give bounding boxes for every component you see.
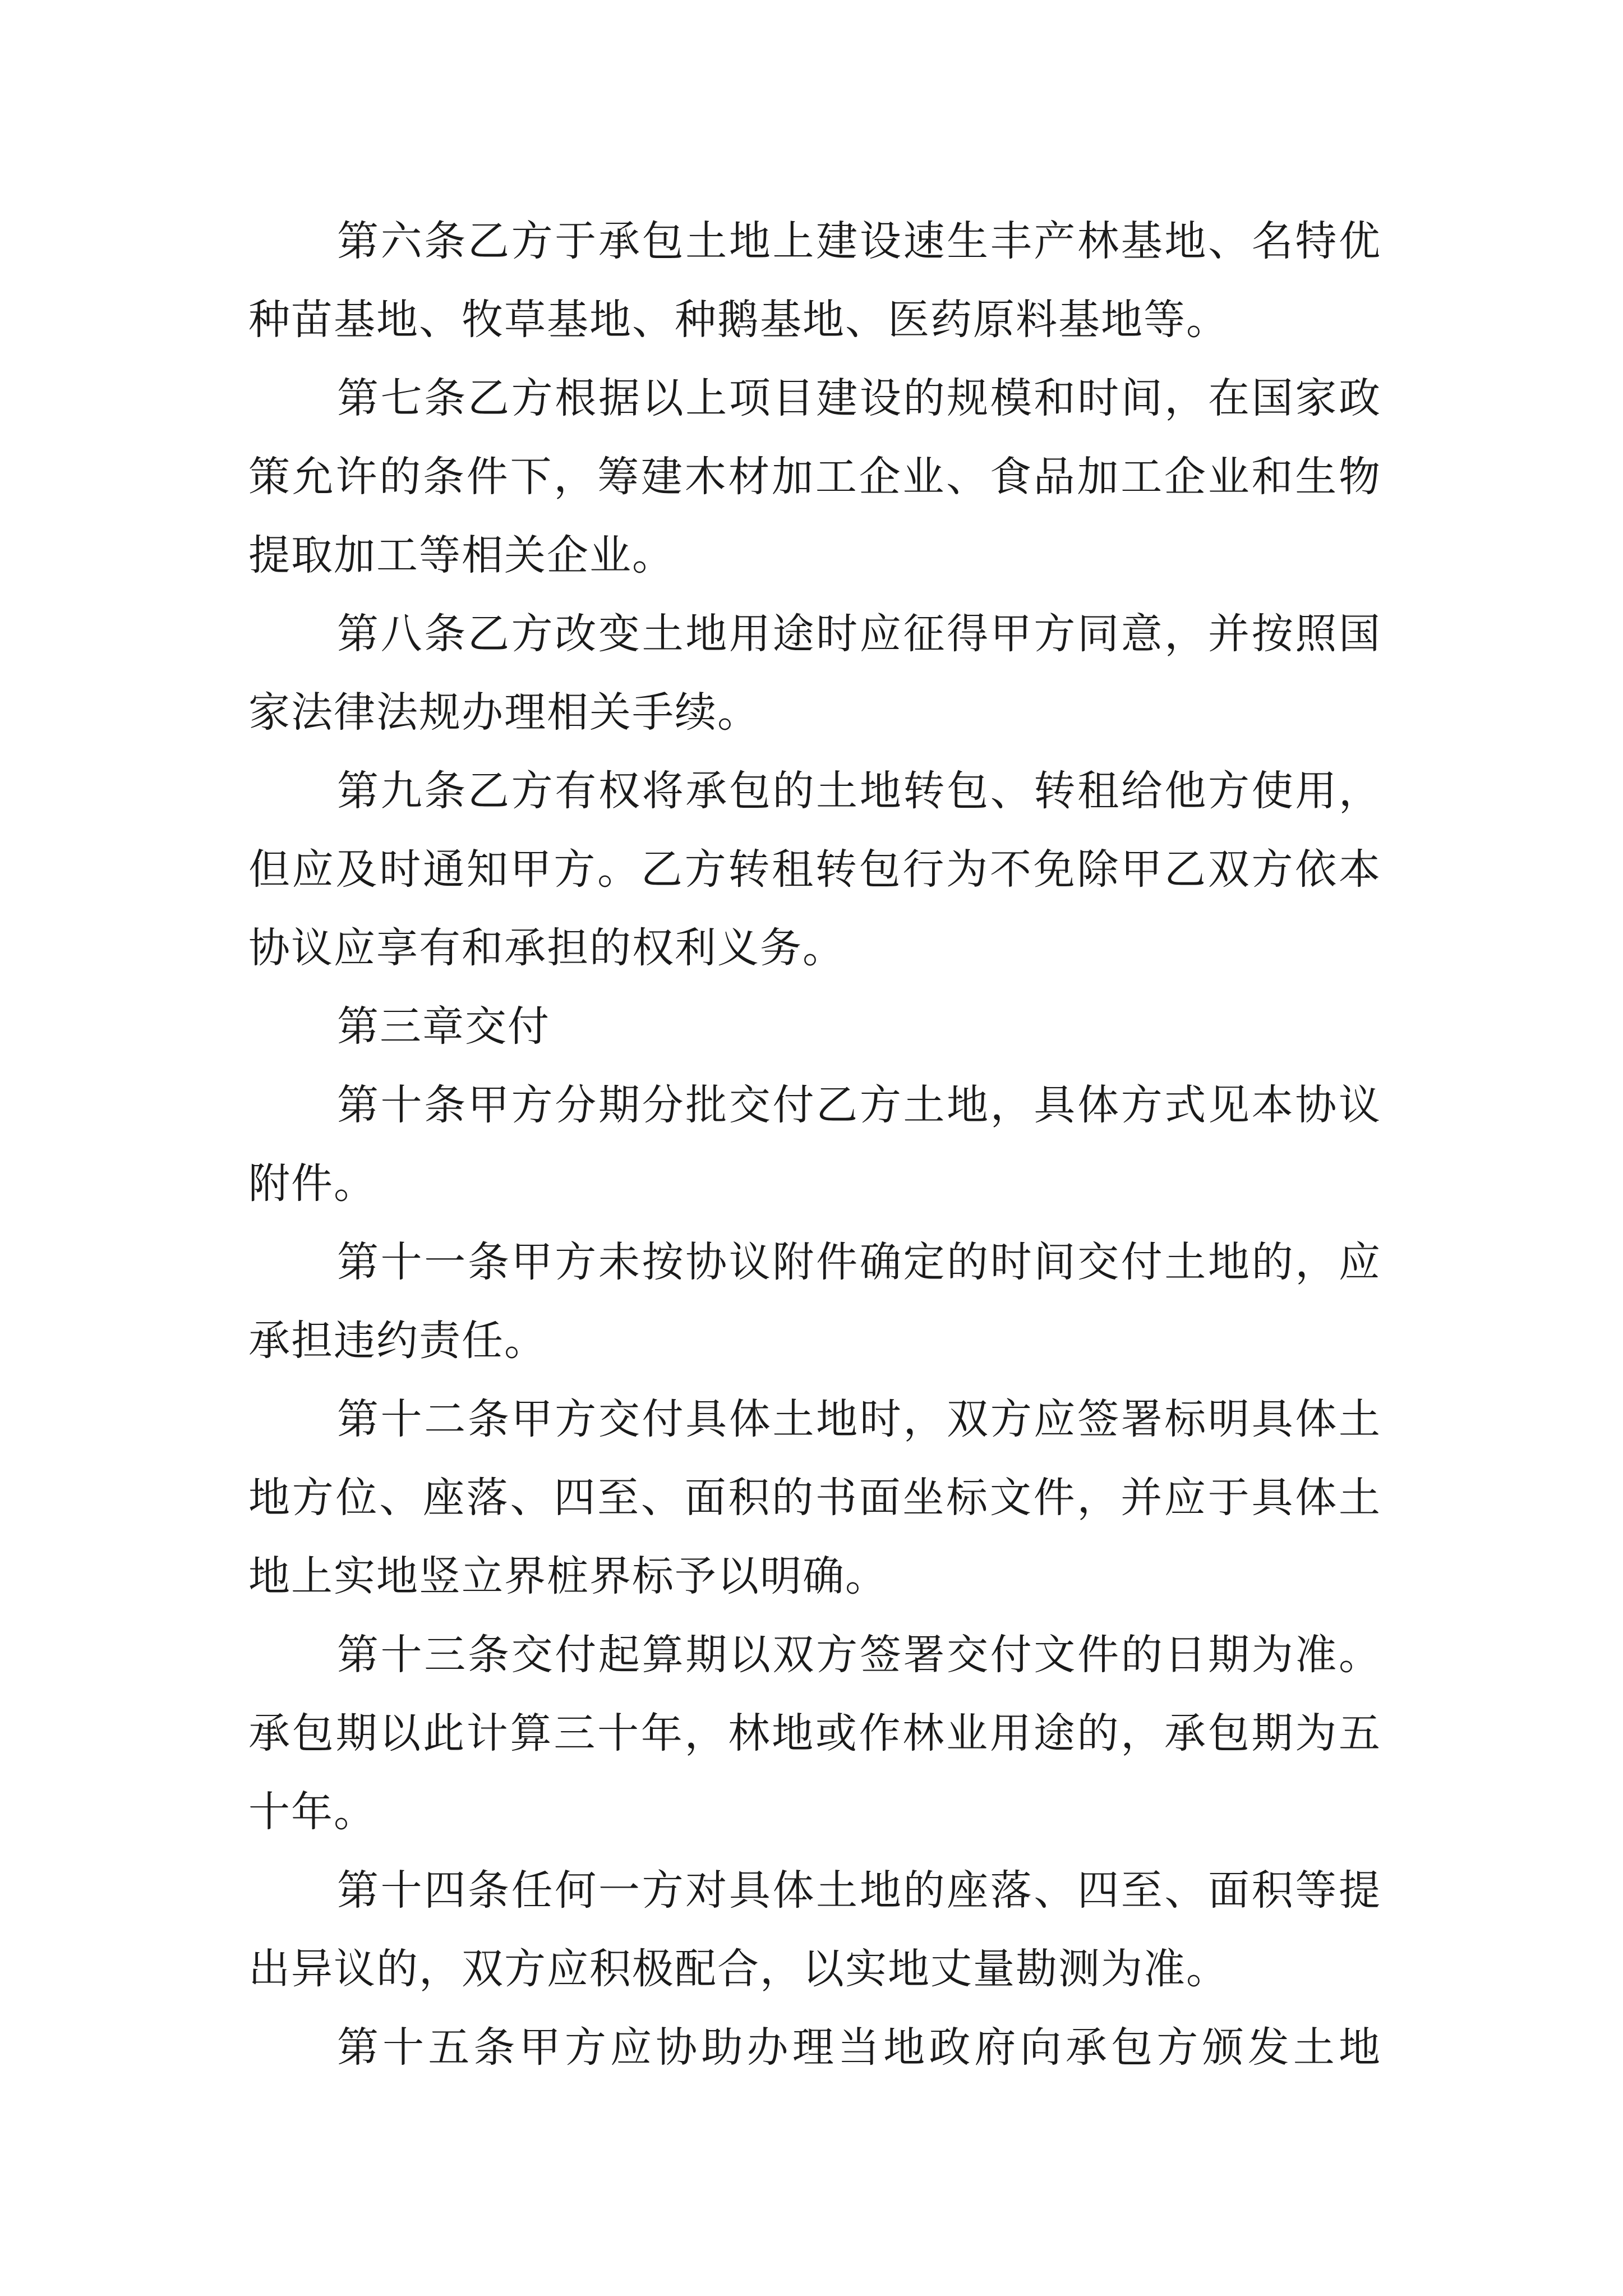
text-line: 附件。 bbox=[248, 1159, 376, 1208]
text-line: 提取加工等相关企业。 bbox=[248, 531, 675, 579]
text-line-article-10: 第十条甲方分期分批交付乙方土地，具体方式见本协议 bbox=[337, 1081, 1381, 1129]
text-line-article-14: 第十四条任何一方对具体土地的座落、四至、面积等提 bbox=[337, 1866, 1381, 1915]
text-line-article-12: 第十二条甲方交付具体土地时，双方应签署标明具体土 bbox=[337, 1395, 1381, 1443]
text-line: 策允许的条件下，筹建木材加工企业、食品加工企业和生物 bbox=[248, 453, 1381, 501]
text-line: 出异议的，双方应积极配合，以实地丈量勘测为准。 bbox=[248, 1945, 1229, 1993]
chapter-heading: 第三章交付 bbox=[337, 1002, 550, 1051]
text-line: 协议应享有和承担的权利义务。 bbox=[248, 924, 845, 972]
text-line: 十年。 bbox=[248, 1788, 376, 1836]
text-line: 地上实地竖立界桩界标予以明确。 bbox=[248, 1552, 888, 1600]
text-line-article-6: 第六条乙方于承包土地上建设速生丰产林基地、名特优 bbox=[337, 217, 1381, 265]
text-line-article-15: 第十五条甲方应协助办理当地政府向承包方颁发土地 bbox=[337, 2023, 1381, 2072]
text-line: 地方位、座落、四至、面积的书面坐标文件，并应于具体土 bbox=[248, 1474, 1381, 1522]
text-line-article-8: 第八条乙方改变土地用途时应征得甲方同意，并按照国 bbox=[337, 610, 1381, 658]
text-line: 种苗基地、牧草基地、种鹅基地、医药原料基地等。 bbox=[248, 296, 1229, 344]
text-line: 承担违约责任。 bbox=[248, 1317, 547, 1365]
text-line-article-9: 第九条乙方有权将承包的土地转包、转租给他方使用， bbox=[337, 767, 1381, 815]
text-line: 家法律法规办理相关手续。 bbox=[248, 688, 760, 737]
text-line-article-13: 第十三条交付起算期以双方签署交付文件的日期为准。 bbox=[337, 1631, 1381, 1679]
text-line: 承包期以此计算三十年，林地或作林业用途的，承包期为五 bbox=[248, 1709, 1381, 1757]
text-line: 但应及时通知甲方。乙方转租转包行为不免除甲乙双方依本 bbox=[248, 845, 1381, 894]
text-line-article-7: 第七条乙方根据以上项目建设的规模和时间，在国家政 bbox=[337, 374, 1381, 422]
text-line-article-11: 第十一条甲方未按协议附件确定的时间交付土地的，应 bbox=[337, 1238, 1381, 1286]
